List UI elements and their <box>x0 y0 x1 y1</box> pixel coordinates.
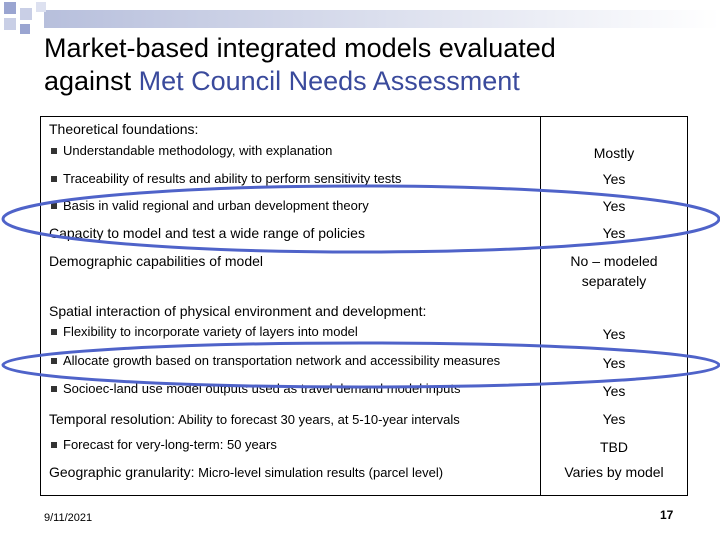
row-label-text: Socioec-land use model outputs used as travel demand model inputs <box>63 381 461 396</box>
capacity-label: Capacity to model and test a wide range of policies <box>49 225 365 241</box>
title-line-2-accent: Met Council Needs Assessment <box>138 66 520 96</box>
title-line-2-prefix: against <box>44 66 139 96</box>
temporal-label <box>49 411 539 427</box>
row-label-text: Allocate growth based on transportation network and accessibility measures <box>63 353 501 368</box>
bullet-icon <box>51 442 57 448</box>
bullet-icon <box>51 176 57 182</box>
footer-date: 9/11/2021 <box>44 512 93 524</box>
demographic-value-line-1: No – modeled <box>570 253 658 269</box>
row-label-text: Flexibility to incorporate variety of layers into model <box>63 324 358 339</box>
row-value: Yes <box>602 355 626 371</box>
capacity-value: Yes <box>602 225 626 241</box>
row-value: Mostly <box>593 145 635 161</box>
row-value: TBD <box>600 439 628 455</box>
temporal-heading: Temporal resolution: <box>49 411 176 427</box>
title-line-1: Market-based integrated models evaluated <box>44 33 556 63</box>
slide-title <box>44 32 704 98</box>
geographic-heading: Geographic granularity: <box>49 464 195 480</box>
row-label-text: Traceability of results and ability to perform sensitivity tests <box>63 171 402 186</box>
row-label-text: Basis in valid regional and urban development theory <box>63 198 369 213</box>
bullet-icon <box>51 148 57 154</box>
bullet-icon <box>51 203 57 209</box>
row-label <box>49 437 539 452</box>
row-label <box>49 353 539 368</box>
demographic-label: Demographic capabilities of model <box>49 253 263 269</box>
title-line-2 <box>44 65 704 98</box>
geographic-value: Varies by model <box>564 464 664 480</box>
spatial-heading: Spatial interaction of physical environment and development: <box>49 303 427 319</box>
geographic-label <box>49 464 539 480</box>
demographic-value <box>541 251 687 291</box>
bullet-icon <box>51 329 57 335</box>
bullet-icon <box>51 358 57 364</box>
row-label <box>49 143 539 158</box>
row-label-text: Forecast for very-long-term: 50 years <box>63 437 277 452</box>
temporal-value: Yes <box>602 411 626 427</box>
geographic-detail: Micro-level simulation results (parcel level) <box>194 465 444 480</box>
demographic-value-line-2: separately <box>581 273 647 289</box>
theoretical-heading: Theoretical foundations: <box>49 121 199 137</box>
temporal-detail: Ability to forecast 30 years, at 5-10-year intervals <box>175 412 460 427</box>
bullet-icon <box>51 386 57 392</box>
page-number: 17 <box>660 508 674 522</box>
row-label-text: Understandable methodology, with explanation <box>63 143 333 158</box>
row-label <box>49 381 539 396</box>
row-label <box>49 324 539 339</box>
row-label <box>49 198 539 213</box>
row-value: Yes <box>602 171 626 187</box>
row-value: Yes <box>602 326 626 342</box>
row-value: Yes <box>602 383 626 399</box>
row-value: Yes <box>602 198 626 214</box>
assessment-table <box>40 116 688 496</box>
row-label <box>49 171 539 186</box>
